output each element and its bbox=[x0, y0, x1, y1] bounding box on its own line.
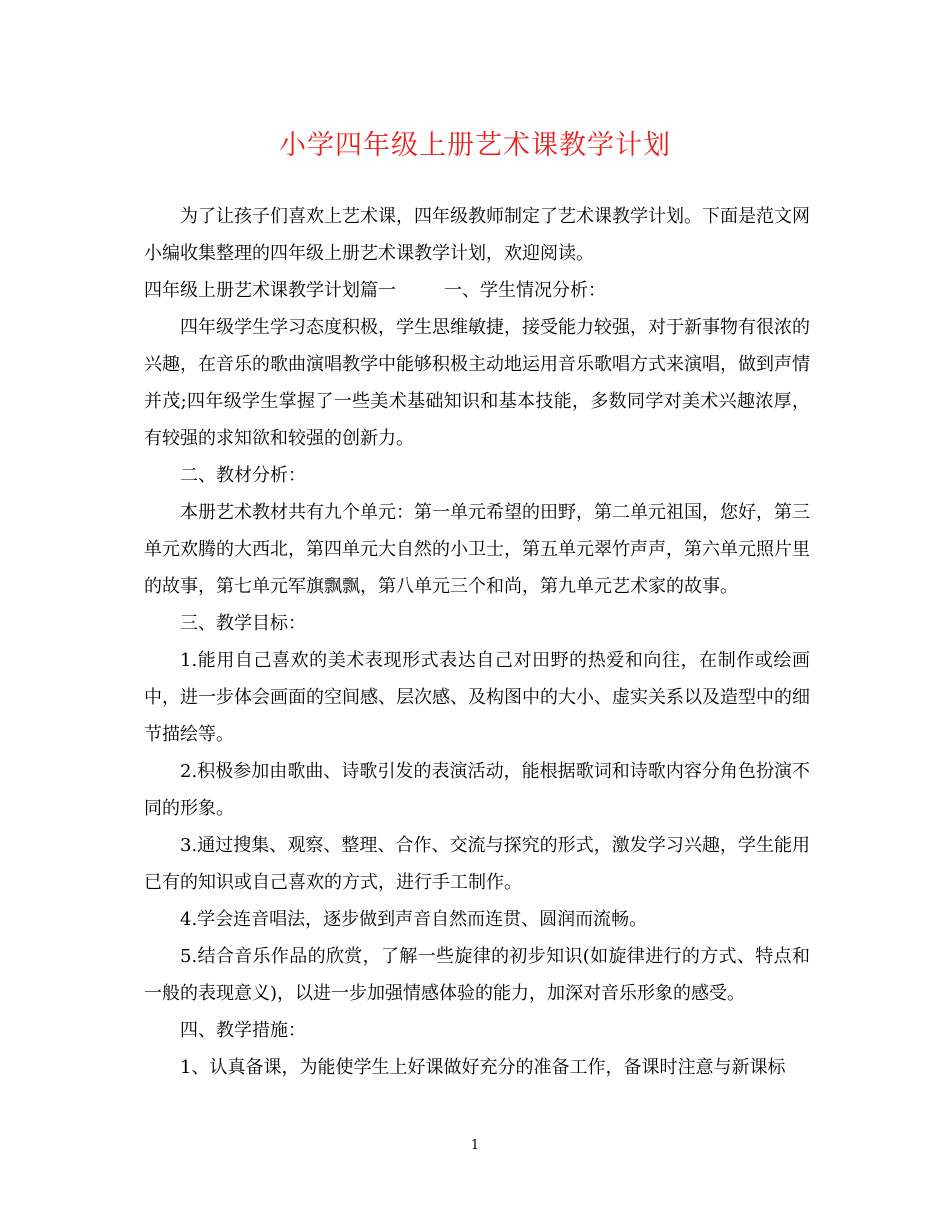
section2-heading: 二、教材分析： bbox=[180, 465, 306, 486]
page-number: 1 bbox=[470, 1138, 480, 1153]
plan-heading-line bbox=[144, 272, 810, 309]
plan-heading: 四年级上册艺术课教学计划篇一 bbox=[144, 280, 396, 301]
section4-heading: 四、教学措施： bbox=[180, 1020, 306, 1041]
goal-item: 1.能用自己喜欢的美术表现形式表达自己对田野的热爱和向往，在制作或绘画中，进一步体会画面的空间感、层次感、及构图中的大小、虚实关系以及造型中的细节描绘等。 bbox=[144, 650, 810, 745]
measure-item: 1、认真备课，为能使学生上好课做好充分的准备工作，备课时注意与新课标 bbox=[180, 1057, 786, 1078]
section3-heading: 三、教学目标： bbox=[180, 613, 306, 634]
goal-item: 2.积极参加由歌曲、诗歌引发的表演活动，能根据歌词和诗歌内容分角色扮演不同的形象。 bbox=[144, 761, 810, 819]
goal-item: 3.通过搜集、观察、整理、合作、交流与探究的形式，激发学习兴趣，学生能用已有的知识或自己喜欢的方式，进行手工制作。 bbox=[144, 835, 810, 893]
section1-paragraph: 四年级学生学习态度积极，学生思维敏捷，接受能力较强，对于新事物有很浓的兴趣，在音乐的歌曲演唱教学中能够积极主动地运用音乐歌唱方式来演唱，做到声情并茂;四年级学生掌握了一些美术基础知识和基本技能，多数同学对美术兴趣浓厚，有较强的求知欲和较强的创新力。 bbox=[144, 317, 810, 449]
section1-heading: 一、学生情况分析： bbox=[444, 280, 606, 301]
section2-paragraph: 本册艺术教材共有九个单元：第一单元希望的田野，第二单元祖国，您好，第三单元欢腾的大西北，第四单元大自然的小卫士，第五单元翠竹声声，第六单元照片里的故事，第七单元军旗飘飘，第八单元三个和尚，第九单元艺术家的故事。 bbox=[144, 502, 810, 597]
intro-paragraph: 为了让孩子们喜欢上艺术课，四年级教师制定了艺术课教学计划。下面是范文网小编收集整理的四年级上册艺术课教学计划，欢迎阅读。 bbox=[144, 206, 810, 264]
goal-item: 4.学会连音唱法，逐步做到声音自然而连贯、圆润而流畅。 bbox=[180, 909, 648, 930]
goal-item: 5.结合音乐作品的欣赏，了解一些旋律的初步知识(如旋律进行的方式、特点和一般的表现意义)，以进一步加强情感体验的能力，加深对音乐形象的感受。 bbox=[144, 946, 810, 1004]
document-body bbox=[144, 198, 810, 1086]
document-title: 小学四年级上册艺术课教学计划 bbox=[279, 130, 671, 161]
